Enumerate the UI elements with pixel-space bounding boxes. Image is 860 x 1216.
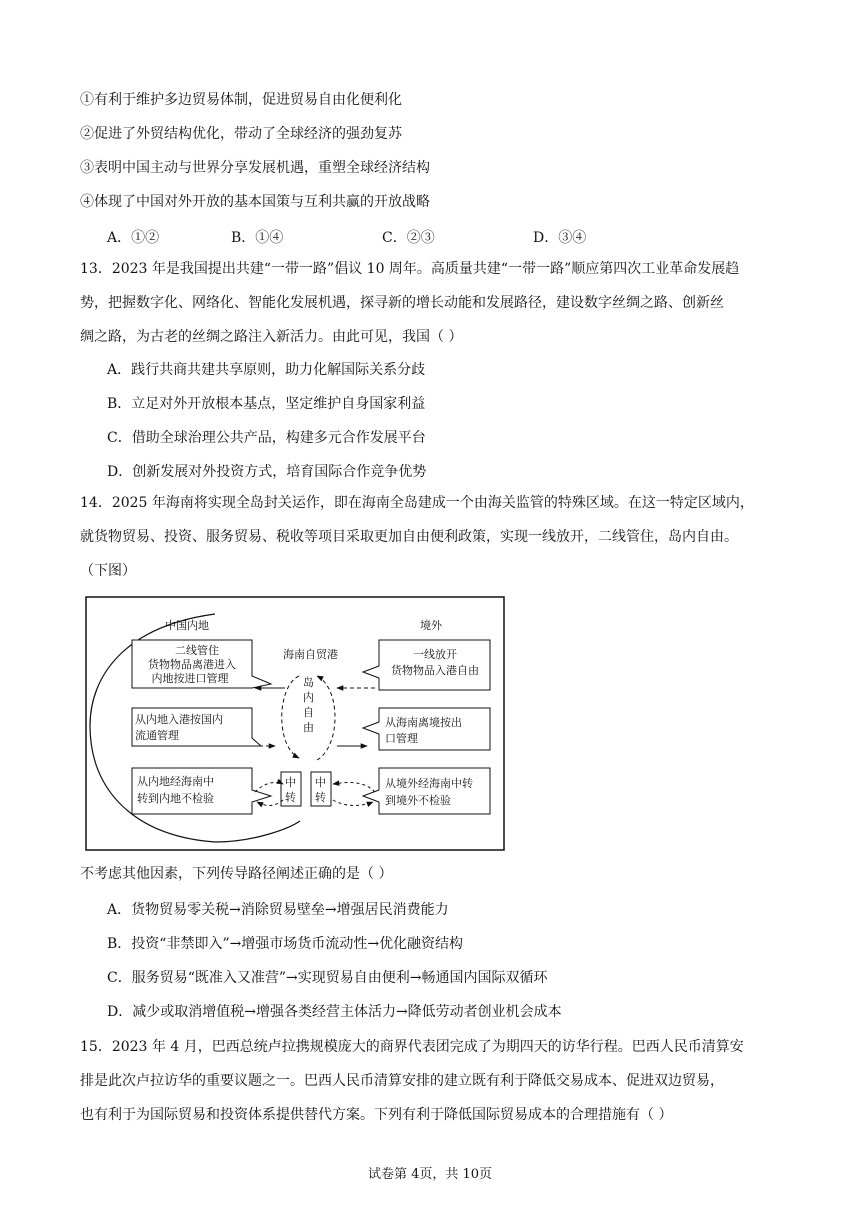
left-box-1-line-2: 货物物品离港进入	[148, 658, 236, 671]
q12-option-a[interactable]: A．①②	[107, 230, 160, 246]
q12-options	[107, 227, 627, 247]
right-box-3-line-2: 到境外不检验	[385, 794, 451, 807]
q14-stem-line-3: （下图）	[80, 563, 136, 579]
q15-stem-line-2: 排是此次卢拉访华的重要议题之一。巴西人民币清算安排的建立既有利于降低交易成本、促进双边贸易，	[80, 1073, 724, 1089]
right-box-exit-export	[363, 708, 490, 750]
q14-stem-line-2: 就货物贸易、投资、服务贸易、税收等项目采取更加自由便利政策，实现一线放开，二线管住，岛内自由。	[80, 529, 738, 545]
abroad-label: 境外	[420, 619, 442, 632]
q12-item-4: ④体现了中国对外开放的基本国策与互利共赢的开放战略	[80, 194, 430, 210]
q12-option-c[interactable]: C．②③	[382, 230, 435, 246]
q15-stem-line-3: 也有利于为国际贸易和投资体系提供替代方案。下列有利于降低国际贸易成本的合理措施有（ ）	[80, 1107, 673, 1123]
left-box-3-line-2: 转到内地不检验	[137, 792, 214, 805]
q14-option-c[interactable]: C．服务贸易“既准入又准营”→实现贸易自由便利→畅通国内国际双循环	[107, 970, 548, 986]
q13-stem-line-3: 绸之路，为古老的丝绸之路注入新活力。由此可见，我国（ ）	[80, 329, 463, 345]
island-free-char-4: 由	[303, 721, 314, 734]
q12-item-2: ②促进了外贸结构优化，带动了全球经济的强劲复苏	[80, 126, 402, 142]
left-box-2-line-1: 从内地入港按国内	[135, 713, 223, 726]
island-free-char-1: 岛	[303, 676, 314, 689]
q13-stem-line-2: 势，把握数字化、网络化、智能化发展机遇，探寻新的增长动能和发展路径，建设数字丝绸之路、创新丝	[80, 295, 724, 311]
transit-left-char-2: 转	[285, 791, 296, 804]
q13-stem	[80, 252, 782, 354]
page-footer: 试卷第 4页，共 10页	[367, 1167, 493, 1182]
transit-left-char-1: 中	[285, 776, 296, 789]
hainan-free-trade-port-diagram	[85, 596, 505, 851]
port-label: 海南自贸港	[283, 648, 338, 661]
q14-option-b[interactable]: B．投资“非禁即入”→增强市场货币流动性→优化融资结构	[107, 936, 464, 952]
q13-option-b[interactable]: B．立足对外开放根本基点，坚定维护自身国家利益	[107, 396, 426, 412]
mainland-label: 中国内地	[165, 619, 209, 632]
q13-option-a[interactable]: A．践行共商共建共享原则，助力化解国际关系分歧	[107, 362, 426, 378]
q13-stem-line-1: 13．2023 年是我国提出共建“一带一路”倡议 10 周年。高质量共建“一带一路”顺应第四次工业革命发展趋	[80, 261, 740, 277]
transit-right-char-2: 转	[315, 791, 326, 804]
island-free-char-2: 内	[303, 691, 314, 704]
q12-item-3: ③表明中国主动与世界分享发展机遇，重塑全球经济结构	[80, 160, 430, 176]
q15-stem-line-1: 15．2023 年 4 月，巴西总统卢拉携规模庞大的商界代表团完成了为期四天的访华行程。巴西人民币清算安	[80, 1039, 744, 1055]
q13-option-c[interactable]: C．借助全球治理公共产品，构建多元合作发展平台	[107, 430, 426, 446]
right-box-1-line-1: 一线放开	[413, 648, 457, 661]
q12-option-b[interactable]: B．①④	[231, 230, 284, 246]
left-box-3-line-1: 从内地经海南中	[137, 775, 214, 788]
left-box-2-line-2: 流通管理	[135, 729, 179, 742]
right-box-3-line-1: 从境外经海南中转	[385, 777, 473, 790]
right-box-2-line-2: 口管理	[385, 732, 418, 745]
q13-option-d[interactable]: D．创新发展对外投资方式，培育国际合作竞争优势	[107, 464, 427, 480]
transit-right-char-1: 中	[315, 776, 326, 789]
q12-item-1: ①有利于维护多边贸易体制，促进贸易自由化便利化	[80, 92, 402, 108]
right-box-transit-abroad	[363, 768, 490, 814]
right-box-2-line-1: 从海南离境按出	[385, 716, 462, 729]
left-box-1-line-1: 二线管住	[175, 644, 219, 657]
left-box-1-line-3: 内地按进口管理	[151, 672, 229, 685]
q14-option-a[interactable]: A．货物贸易零关税→消除贸易壁垒→增强居民消费能力	[107, 902, 449, 918]
q14-option-d[interactable]: D．减少或取消增值税→增强各类经营主体活力→降低劳动者创业机会成本	[107, 1004, 562, 1020]
q14-stem	[80, 486, 782, 588]
island-free-char-3: 自	[303, 706, 314, 719]
q12-option-d[interactable]: D．③④	[533, 230, 587, 246]
q14-question: 不考虑其他因素，下列传导路径阐述正确的是（ ）	[80, 866, 393, 882]
right-box-1-line-2: 货物物品入港自由	[391, 664, 479, 677]
q14-stem-line-1: 14．2025 年海南将实现全岛封关运作，即在海南全岛建成一个由海关监管的特殊区域。在这一特定区域内，	[80, 495, 754, 511]
q15-stem	[80, 1030, 782, 1132]
